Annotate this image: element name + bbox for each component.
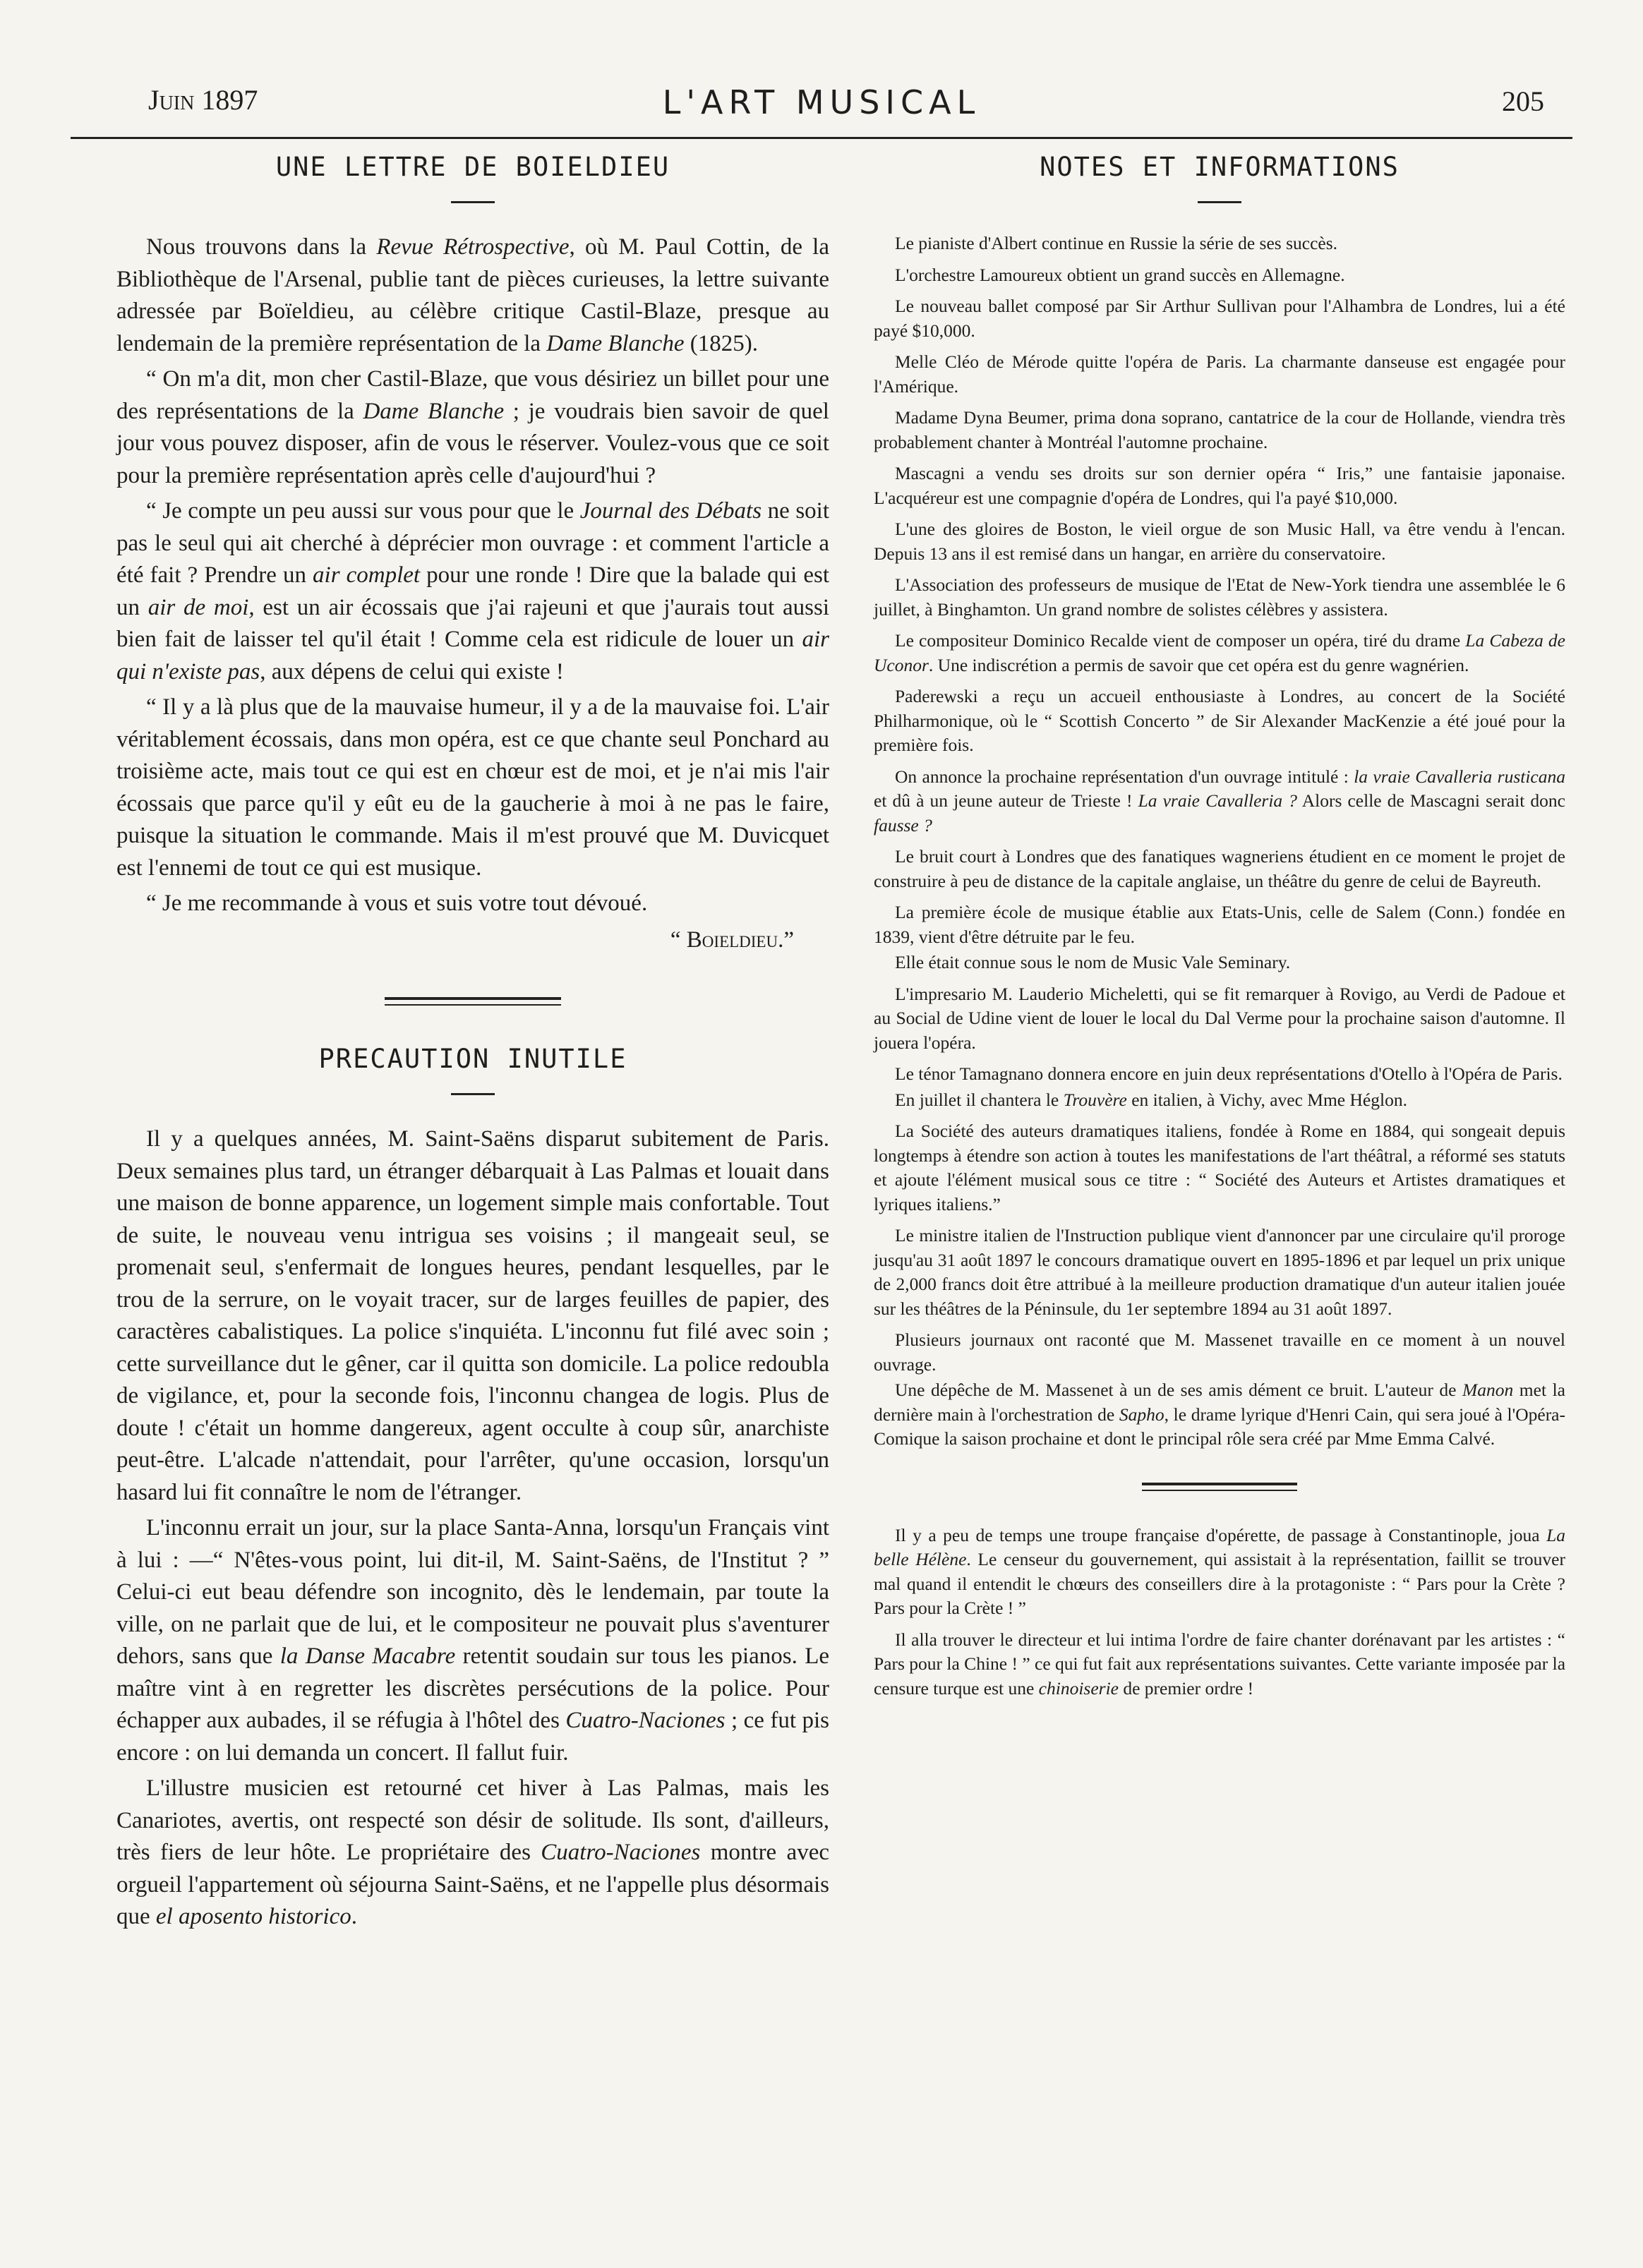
news-item: Madame Dyna Beumer, prima dona soprano, cantatrice de la cour de Hollande, viendra très probablement chanter à Montréal l'automne prochaine. bbox=[874, 407, 1565, 452]
article-title-precaution: PRECAUTION INUTILE bbox=[318, 1044, 627, 1074]
title-rule bbox=[1198, 201, 1241, 203]
news-item: La Société des auteurs dramatiques italiens, fondée à Rome en 1884, qui songeait depuis longtemps à étendre son action à toutes les manifestations de l'art théâtral, a réformé ses statuts et ajoute l'élément musical sous ce titre : “ Société des Auteurs et Artistes dramatiques et lyriques italiens.” bbox=[874, 1121, 1565, 1214]
news-item: Elle était connue sous le nom de Music Vale Seminary. bbox=[895, 952, 1291, 972]
news-item: Melle Cléo de Mérode quitte l'opéra de Paris. La charmante danseuse est engagée pour l'Amérique. bbox=[874, 351, 1565, 397]
signature: “ Boieldieu.” bbox=[670, 927, 794, 953]
paragraph: “ Je me recommande à vous et suis votre tout dévoué. bbox=[146, 891, 648, 916]
paragraph: “ On m'a dit, mon cher Castil-Blaze, que vous désiriez un billet pour une des représentations de la Dame Blanche ; je voudrais bien savoir de quel jour vous pouvez disposer, afin de vous le réserver. Voulez-vous que ce soit pour la première représentation après celle d'aujourd'hui ? bbox=[116, 366, 829, 488]
paragraph: “ Il y a là plus que de la mauvaise humeur, il y a de la mauvaise foi. L'air véritablement écossais, dans mon opéra, est ce que chante seul Ponchard au troisième acte, mais tout ce qui est en chœur est de moi, et je n'ai mis l'air écossais que parce qu'il y eût eu de la gaucherie à moi à ne pas le faire, puisque la situation le commande. Mais il m'est prouvé que M. Duvicquet est l'ennemi de tout ce qui est musique. bbox=[116, 694, 829, 881]
masthead: L'ART MUSICAL bbox=[662, 83, 981, 121]
news-item: Le ministre italien de l'Instruction publique vient d'annoncer par une circulaire qu'il proroge jusqu'au 31 août 1897 le concours dramatique ouvert en 1895-1896 et par lequel un prix unique de 2,000 francs doit être attribué à la meilleure production dramatique d'un auteur italien jouée sur les théâtres de la Péninsule, du 1er septembre 1894 au 31 août 1897. bbox=[874, 1225, 1565, 1319]
paragraph: Nous trouvons dans la Revue Rétrospective, où M. Paul Cottin, de la Bibliothèque de l'Arsenal, publie tant de pièces curieuses, la lettre suivante adressée par Boïeldieu, au célèbre critique Castil-Blaze, presque au lendemain de la première représentation de la Dame Blanche (1825). bbox=[116, 234, 829, 356]
page-header bbox=[71, 78, 1572, 139]
title-rule bbox=[451, 201, 495, 203]
page-number: 205 bbox=[1502, 85, 1544, 117]
left-column bbox=[116, 152, 829, 1937]
paragraph: Il y a quelques années, M. Saint-Saëns disparut subitement de Paris. Deux semaines plus tard, un étranger débarquait à Las Palmas et louait dans une maison de bonne apparence, un logement simple mais confortable. Tout de suite, le nouveau venu intrigua ses voisins ; il mangeait seul, se promenait seul, s'enfermait de longues heures, pendant lesquelles, par le trou de la serrure, on le voyait tracer, sur de larges feuilles de papier, des caractères cabalistiques. La police s'inquiéta. L'inconnu fut filé avec soin ; cette surveillance dut le gêner, car il quitta son domicile. La police redoubla de vigilance, et, pour la seconde fois, l'inconnu changea de logis. Plus de doute ! c'était un homme dangereux, agent occulte à coup sûr, anarchiste peut-être. L'alcade n'attendait, pour l'arrêter, qu'une occasion, lorsqu'un hasard lui fit connaître le nom de l'étranger. bbox=[116, 1126, 829, 1505]
news-item: Une dépêche de M. Massenet à un de ses amis dément ce bruit. L'auteur de Manon met la dernière main à l'orchestration de Sapho, le drame lyrique d'Henri Cain, qui sera joué à l'Opéra-Comique la saison prochaine et dont le principal rôle sera créé par Mme Emma Calvé. bbox=[874, 1380, 1565, 1449]
news-item: L'une des gloires de Boston, le vieil orgue de son Music Hall, va être vendu à l'encan. Depuis 13 ans il est remisé dans un hangar, en arrière du conservatoire. bbox=[874, 519, 1565, 564]
title-rule bbox=[451, 1093, 495, 1095]
news-item: La première école de musique établie aux Etats-Unis, celle de Salem (Conn.) fondée en 1839, vient d'être détruite par le feu. bbox=[874, 902, 1565, 947]
article-title-lettre: UNE LETTRE DE BOIELDIEU bbox=[275, 152, 670, 182]
issue-date: Juin 1897 bbox=[148, 84, 258, 116]
news-item: L'Association des professeurs de musique de l'Etat de New-York tiendra une assemblée le 6 juillet, à Binghamton. Un grand nombre de solistes célèbres y assistera. bbox=[874, 574, 1565, 620]
news-item: On annonce la prochaine représentation d'un ouvrage intitulé : la vraie Cavalleria rusticana et dû à un jeune auteur de Trieste ! La vraie Cavalleria ? Alors celle de Mascagni serait donc fausse ? bbox=[874, 766, 1565, 836]
section-divider bbox=[1142, 1483, 1297, 1491]
news-item: Mascagni a vendu ses droits sur son dernier opéra “ Iris,” une fantaisie japonaise. L'acquéreur est une compagnie d'opéra de Londres, qui l'a payé $10,000. bbox=[874, 463, 1565, 508]
article-title-notes: NOTES ET INFORMATIONS bbox=[1040, 152, 1400, 182]
news-item: Le nouveau ballet composé par Sir Arthur Sullivan pour l'Alhambra de Londres, lui a été payé $10,000. bbox=[874, 296, 1565, 341]
news-item: L'orchestre Lamoureux obtient un grand succès en Allemagne. bbox=[895, 264, 1345, 285]
paragraph: “ Je compte un peu aussi sur vous pour que le Journal des Débats ne soit pas le seul qui ait cherché à déprécier mon ouvrage : et comment l'article a été fait ? Prendre un air complet pour une ronde ! Dire que la balade qui est un air de moi, est un air écossais que j'ai rajeuni et que j'aurais tout aussi bien fait de laisser tel qu'il était ! Comme cela est ridicule de louer un air qui n'existe pas, aux dépens de celui qui existe ! bbox=[116, 498, 830, 684]
news-item: En juillet il chantera le Trouvère en italien, à Vichy, avec Mme Héglon. bbox=[895, 1089, 1407, 1110]
news-item: Le bruit court à Londres que des fanatiques wagneriens étudient en ce moment le projet de construire à peu de distance de la capitale anglaise, un théâtre du genre de celui de Bayreuth. bbox=[874, 846, 1565, 891]
paragraph: L'illustre musicien est retourné cet hiver à Las Palmas, mais les Canariotes, avertis, ont respecté son désir de solitude. Ils sont, d'ailleurs, très fiers de leur hôte. Le propriétaire des Cuatro-Naciones montre avec orgueil l'appartement où séjourna Saint-Saëns, et ne l'appelle plus désormais que el aposento historico. bbox=[116, 1775, 829, 1929]
anecdote-paragraph: Il y a peu de temps une troupe française d'opérette, de passage à Constantinople, joua La belle Hélène. Le censeur du gouvernement, qui assistait à la représentation, faillit se trouver mal quand il entendit le chœurs des conseillers dire à la protagoniste : “ Pars pour la Crète ? Pars pour la Crète ! ” bbox=[874, 1524, 1565, 1618]
news-item: Le ténor Tamagnano donnera encore en juin deux représentations d'Otello à l'Opéra de Paris. bbox=[895, 1063, 1563, 1084]
anecdote-paragraph: Il alla trouver le directeur et lui intima l'ordre de faire chanter dorénavant par les artistes : “ Pars pour la Chine ! ” ce qui fut fait aux représentations suivantes. Cette variante imposée par la censure turque est une chinoiserie de premier ordre ! bbox=[874, 1629, 1566, 1699]
section-divider bbox=[385, 997, 561, 1006]
right-column bbox=[874, 152, 1565, 1708]
news-item: L'impresario M. Lauderio Micheletti, qui se fit remarquer à Rovigo, au Verdi de Padoue et au Social de Udine vient de louer le local du Dal Verme pour la prochaine saison d'automne. Il jouera l'opéra. bbox=[874, 983, 1565, 1053]
news-item: Plusieurs journaux ont raconté que M. Massenet travaille en ce moment à un nouvel ouvrage. bbox=[874, 1329, 1565, 1375]
news-item: Le pianiste d'Albert continue en Russie la série de ses succès. bbox=[895, 233, 1338, 253]
news-item: Le compositeur Dominico Recalde vient de composer un opéra, tiré du drame La Cabeza de Uconor. Une indiscrétion a permis de savoir que cet opéra est du genre wagnérien. bbox=[874, 630, 1566, 675]
paragraph: L'inconnu errait un jour, sur la place Santa-Anna, lorsqu'un Français vint à lui : —“ N'êtes-vous point, lui dit-il, M. Saint-Saëns, de l'Institut ? ” Celui-ci eut beau défendre son incognito, dès le lendemain, par toute la ville, on ne parlait que de lui, et le compositeur ne pouvait plus s'aventurer dehors, sans que la Danse Macabre retentit soudain sur tous les pianos. Le maître vint à en regretter les discrètes persécutions de la police. Pour échapper aux aubades, il se réfugia à l'hôtel des Cuatro-Naciones ; ce fut pis encore : on lui demanda un concert. Il fallut fuir. bbox=[116, 1515, 830, 1766]
news-item: Paderewski a reçu un accueil enthousiaste à Londres, au concert de la Société Philharmonique, où le “ Scottish Concerto ” de Sir Alexander MacKenzie a été joué pour la première fois. bbox=[874, 686, 1565, 755]
